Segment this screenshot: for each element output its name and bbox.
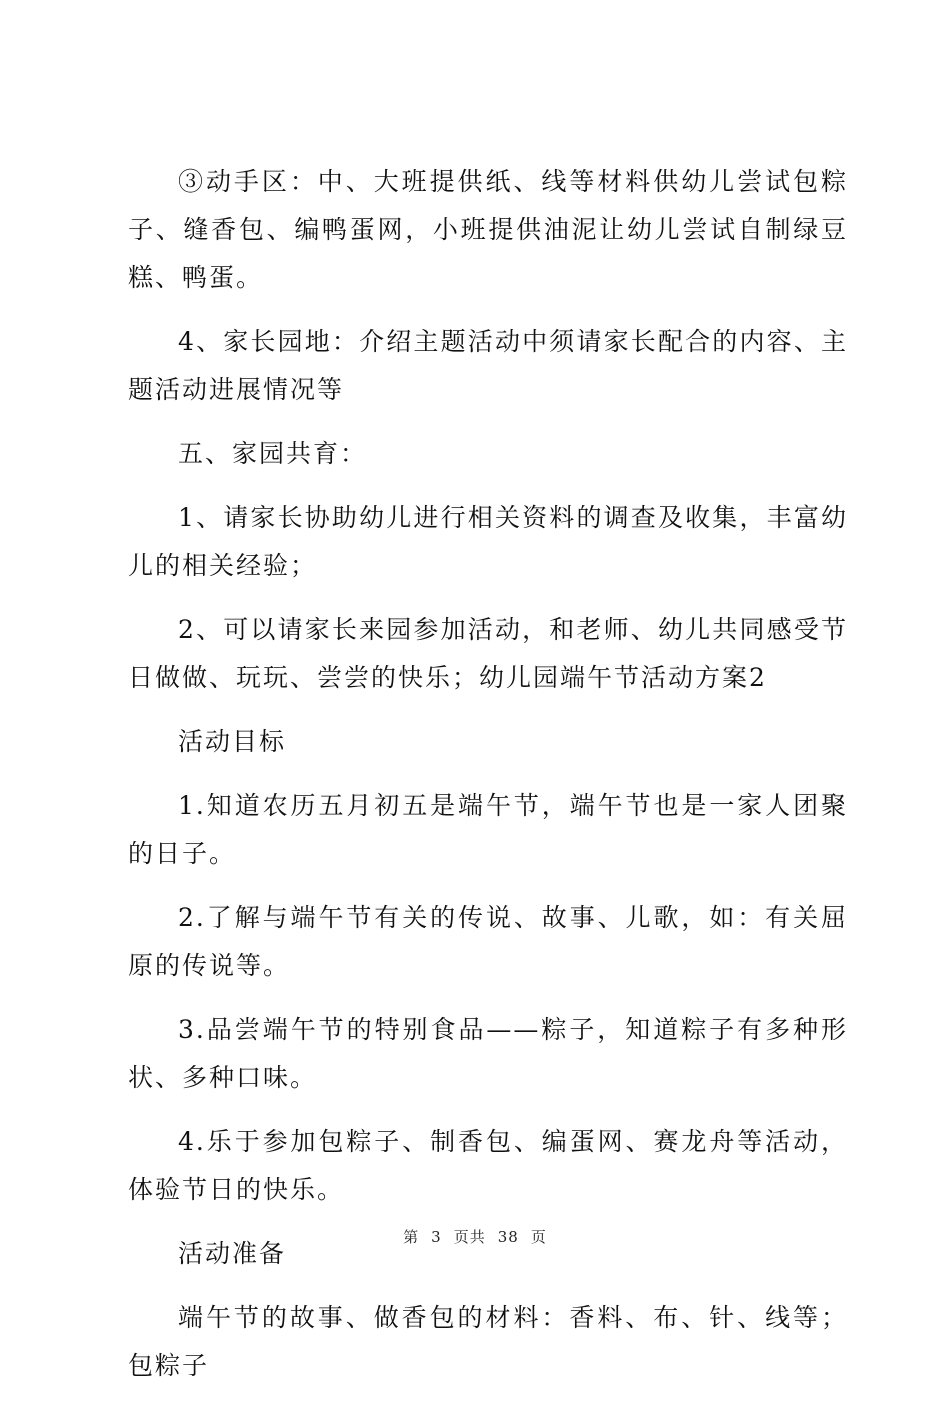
footer-prefix: 第: [403, 1228, 420, 1246]
goal-item-2: 2.了解与端午节有关的传说、故事、儿歌，如：有关屈原的传说等。: [128, 903, 848, 980]
footer-middle: 页共: [453, 1228, 486, 1246]
page-footer: [0, 1226, 950, 1247]
footer-current-page: 3: [431, 1228, 442, 1246]
section-heading-home-school: 五、家园共育：: [178, 439, 368, 468]
goal-item-1: 1.知道农历五月初五是端午节，端午节也是一家人团聚的日子。: [128, 791, 848, 868]
footer-total-pages: 38: [497, 1228, 519, 1246]
paragraph-home-school-1: 1、请家长协助幼儿进行相关资料的调查及收集，丰富幼儿的相关经验；: [128, 503, 848, 580]
goal-item-4: 4.乐于参加包粽子、制香包、编蛋网、赛龙舟等活动，体验节日的快乐。: [128, 1127, 848, 1204]
paragraph-parent-corner: 4、家长园地：介绍主题活动中须请家长配合的内容、主题活动进展情况等: [128, 327, 848, 404]
paragraph-active-zone: ③动手区：中、大班提供纸、线等材料供幼儿尝试包粽子、缝香包、编鸭蛋网，小班提供油泥让幼儿尝试自制绿豆糕、鸭蛋。: [128, 167, 848, 292]
paragraph-preparation-materials: 端午节的故事、做香包的材料：香料、布、针、线等；包粽子: [128, 1303, 848, 1380]
heading-activity-goals: 活动目标: [178, 727, 287, 756]
footer-suffix: 页: [530, 1228, 547, 1246]
document-body: [128, 158, 848, 1406]
paragraph-home-school-2: 2、可以请家长来园参加活动，和老师、幼儿共同感受节日做做、玩玩、尝尝的快乐；幼儿园端午节活动方案2: [128, 615, 848, 692]
goal-item-3: 3.品尝端午节的特别食品——粽子，知道粽子有多种形状、多种口味。: [128, 1015, 848, 1092]
heading-activity-preparation: 活动准备: [178, 1239, 287, 1268]
